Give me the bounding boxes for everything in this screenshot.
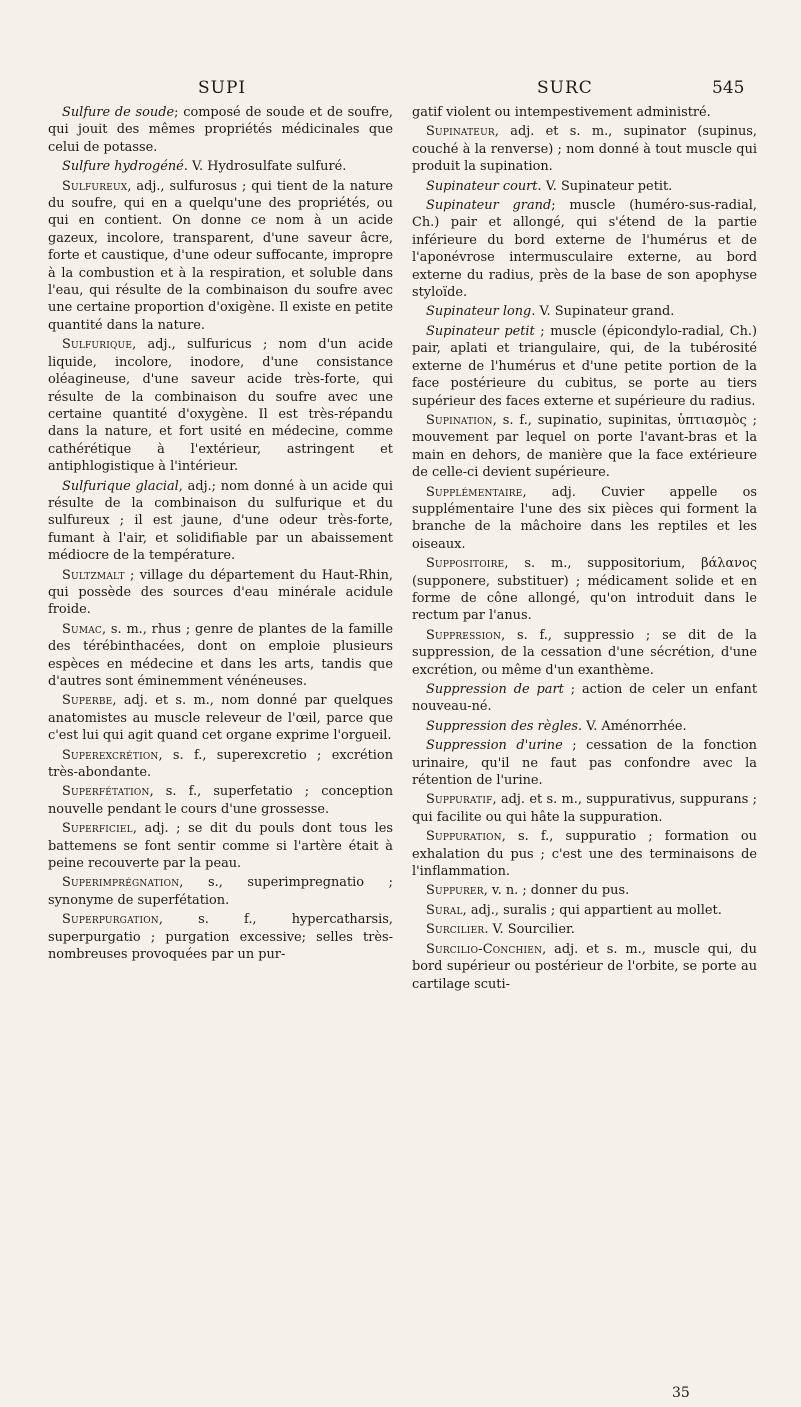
- entry-definition: , adj., sulfuricus ; nom d'un acide liquide, incolore, inodore, d'une consistance oléagineuse, d'une saveur acide très-forte, qui résulte de la combinaison du soufre avec une certaine quantité d'oxygène. Il est très-répandu dans la nature, et fort usité en médecine, comme cathérétique à l'extérieur, astringent et antiphlogistique à l'intérieur.: [48, 337, 393, 475]
- entry-definition: . V. Hydrosulfate sulfuré.: [183, 159, 347, 175]
- dictionary-entry: [48, 621, 393, 691]
- dictionary-entry: [412, 791, 757, 826]
- entry-definition: , adj. et s. m., suppurativus, suppurans ; qui facilite ou qui hâte la suppuration.: [412, 792, 757, 825]
- entry-definition: . V. Sourcilier.: [484, 922, 575, 938]
- dictionary-entry: [48, 104, 393, 156]
- entry-headword: Superbe: [62, 693, 113, 709]
- entry-headword: Sural: [426, 902, 463, 918]
- dictionary-entry: [48, 820, 393, 872]
- entry-definition: , adj., sulfurosus ; qui tient de la nature du soufre, qui en a quelqu'une des propriétés, ou qui en contient. On donne ce nom à un acide gazeux, incolore, transparent, d'une saveur âcre, forte et caustique, d'une odeur suffocante, impropre à la combustion et à la respiration, et soluble dans l'eau, qui résulte de la combinaison du soufre avec une certaine proportion d'oxigène. Il existe en petite quantité dans la nature.: [48, 178, 394, 333]
- dictionary-entry: [412, 484, 757, 554]
- entry-headword: Supination: [426, 412, 493, 428]
- entry-definition: , adj. et s. m., nom donné par quelques anatomistes au muscle releveur de l'œil, parce que c'est lui qui agit quand cet organe exprime l'orgueil.: [48, 693, 393, 744]
- running-head-right: SURC: [537, 78, 593, 98]
- entry-definition: , s. f., supinatio, supinitas, ὑπτιασμὸς ; mouvement par lequel on porte l'avant-bras et la main en dehors, de manière que la face extérieure de celle-ci devient supérieure.: [412, 412, 757, 481]
- dictionary-entry: [48, 158, 393, 175]
- left-column: [48, 104, 393, 966]
- entry-headword: Superexcrétion: [62, 747, 159, 763]
- entry-definition: ; composé de soude et de soufre, qui jouit des mêmes propriétés médicinales que celui de potasse.: [48, 105, 393, 155]
- dictionary-entry: [412, 921, 757, 938]
- entry-definition: , adj. Cuvier appelle os supplémentaire l'une des six pièces qui forment la branche de la mâchoire dans les reptiles et les oiseaux.: [412, 484, 757, 552]
- entry-definition: ; village du département du Haut-Rhin, qui possède des sources d'eau minérale acidule froide.: [48, 567, 393, 618]
- entry-definition: , s. m., suppositorium, βάλανος (supponere, substituer) ; médicament solide et en forme de cône allongé, qu'on introduit dans le rectum par l'anus.: [412, 556, 757, 624]
- dictionary-entry: [412, 178, 757, 195]
- dictionary-entry: [412, 718, 757, 735]
- entry-headword: Supinateur petit: [426, 323, 535, 339]
- dictionary-entry: [48, 874, 393, 909]
- entry-headword: Suppression de part: [426, 682, 564, 697]
- dictionary-entry: [48, 567, 393, 619]
- entry-definition: , s. f., superfetatio ; conception nouvelle pendant le cours d'une grossesse.: [48, 784, 393, 817]
- dictionary-entry: [412, 412, 757, 482]
- entry-definition: gatif violent ou intempestivement administré.: [412, 105, 711, 120]
- entry-headword: Supinateur court: [426, 178, 538, 194]
- entry-headword: Supinateur long: [426, 304, 532, 320]
- dictionary-entry: [412, 902, 757, 919]
- entry-headword: Supinateur grand: [426, 198, 552, 214]
- entry-definition: . V. Supinateur grand.: [531, 304, 675, 320]
- entry-headword: Suppression d'urine: [426, 738, 563, 754]
- dictionary-entry: [412, 303, 757, 320]
- entry-headword: Sulfurique: [62, 337, 133, 353]
- entry-definition: , adj. ; se dit du pouls dont tous les battemens se font sentir comme si l'artère était à peine recouverte par la peau.: [48, 821, 393, 872]
- entry-headword: Surcilio-Conchien: [426, 941, 543, 957]
- entry-definition: , s. f., suppressio ; se dit de la suppression, de la cessation d'une sécrétion, d'une excrétion, ou même d'un exanthème.: [412, 627, 757, 678]
- dictionary-entry: [412, 123, 757, 175]
- dictionary-entry: [412, 627, 757, 679]
- dictionary-entry: [412, 555, 757, 625]
- dictionary-entry: [48, 478, 393, 565]
- entry-definition: , s., superimpregnatio ; synonyme de superfétation.: [48, 875, 393, 908]
- entry-definition: ; cessation de la fonction urinaire, qu'il ne faut pas confondre avec la rétention de l'urine.: [412, 738, 757, 789]
- entry-definition: ; muscle (épicondylo-radial, Ch.) pair, aplati et triangulaire, qui, de la tubérosité externe de l'humérus et d'une petite portion de la face postérieure du cubitus, se porte au tiers supérieur des faces externe et supérieure du radius.: [412, 323, 757, 409]
- entry-definition: , adj. et s. m., supinator (supinus, couché à la renverse) ; nom donné à tout muscle qui produit la supination.: [412, 124, 757, 175]
- signature-mark: 35: [672, 1385, 690, 1401]
- entry-headword: Suppuration: [426, 829, 502, 845]
- entry-headword: Sulfureux: [62, 178, 128, 194]
- right-column: [412, 104, 757, 995]
- dictionary-entry: [412, 882, 757, 899]
- running-head-left: SUPI: [198, 78, 247, 98]
- dictionary-entry: [412, 681, 757, 716]
- dictionary-entry: [412, 828, 757, 880]
- entry-definition: . V. Aménorrhée.: [577, 718, 687, 734]
- dictionary-entry: [48, 692, 393, 744]
- entry-definition: , v. n. ; donner du pus.: [483, 883, 630, 899]
- entry-definition: , s. f., suppuratio ; formation ou exhalation du pus ; c'est une des terminaisons de l'inflammation.: [412, 829, 757, 880]
- entry-definition: , s. f., superexcretio ; excrétion très-abondante.: [48, 747, 393, 781]
- dictionary-entry: [48, 178, 393, 335]
- entry-headword: Sulfure hydrogéné: [62, 159, 184, 175]
- entry-headword: Sulfurique glacial: [62, 478, 179, 494]
- entry-headword: Superficiel: [62, 821, 133, 837]
- entry-headword: Surcilier: [426, 922, 485, 938]
- entry-definition: , s. m., rhus ; genre de plantes de la famille des térébinthacées, dont on emploie plusieurs espèces en médecine et dans les arts, tandis que d'autres sont éminemment vénéneuses.: [48, 621, 393, 689]
- entry-definition: , s. f., hypercatharsis, superpurgatio ; purgation excessive; selles très-nombreuses provoquées par un pur-: [48, 912, 393, 963]
- entry-definition: , adj., suralis ; qui appartient au mollet.: [462, 902, 722, 918]
- entry-definition: , adj. et s. m., muscle qui, du bord supérieur ou postérieur de l'orbite, se porte au cartilage scuti-: [412, 941, 757, 992]
- dictionary-entry: [412, 197, 757, 301]
- dictionary-entry: [412, 941, 757, 993]
- entry-headword: Superimprégnation: [62, 875, 180, 891]
- entry-definition: , adj.; nom donné à un acide qui résulte de la combinaison du sulfurique et du sulfureux ; il est jaune, d'une odeur très-forte, fumant à l'air, et solidifiable par un abaissement médiocre de la température.: [48, 478, 394, 564]
- entry-definition: ; action de celer un enfant nouveau-né.: [412, 682, 757, 715]
- dictionary-entry: [48, 336, 393, 475]
- entry-headword: Superpurgation: [62, 912, 159, 928]
- entry-headword: Suppression des règles: [426, 718, 578, 734]
- dictionary-entry: [412, 737, 757, 789]
- entry-headword: Sulfure de soude: [62, 105, 175, 120]
- entry-headword: Supinateur: [426, 124, 495, 140]
- entry-headword: Supplémentaire: [426, 484, 523, 500]
- entry-headword: Suppuratif: [426, 792, 493, 808]
- entry-headword: Suppurer: [426, 883, 484, 899]
- entry-headword: Suppositoire: [426, 556, 505, 572]
- dictionary-entry: [48, 911, 393, 963]
- dictionary-entry: [412, 104, 757, 121]
- dictionary-entry: [412, 323, 757, 410]
- dictionary-entry: [48, 783, 393, 818]
- entry-definition: . V. Supinateur petit.: [537, 178, 673, 194]
- dictionary-entry: [48, 747, 393, 782]
- entry-headword: Sultzmalt: [62, 567, 125, 583]
- entry-headword: Suppression: [426, 627, 502, 643]
- entry-headword: Superfétation: [62, 784, 150, 800]
- entry-definition: ; muscle (huméro-sus-radial, Ch.) pair et allongé, qui s'étend de la partie inférieure du bord externe de l'humérus et de l'aponévrose intermusculaire externe, au bord externe du radius, près de la base de son apophyse styloïde.: [412, 198, 757, 301]
- entry-headword: Sumac: [62, 621, 103, 637]
- page-number: 545: [712, 78, 745, 98]
